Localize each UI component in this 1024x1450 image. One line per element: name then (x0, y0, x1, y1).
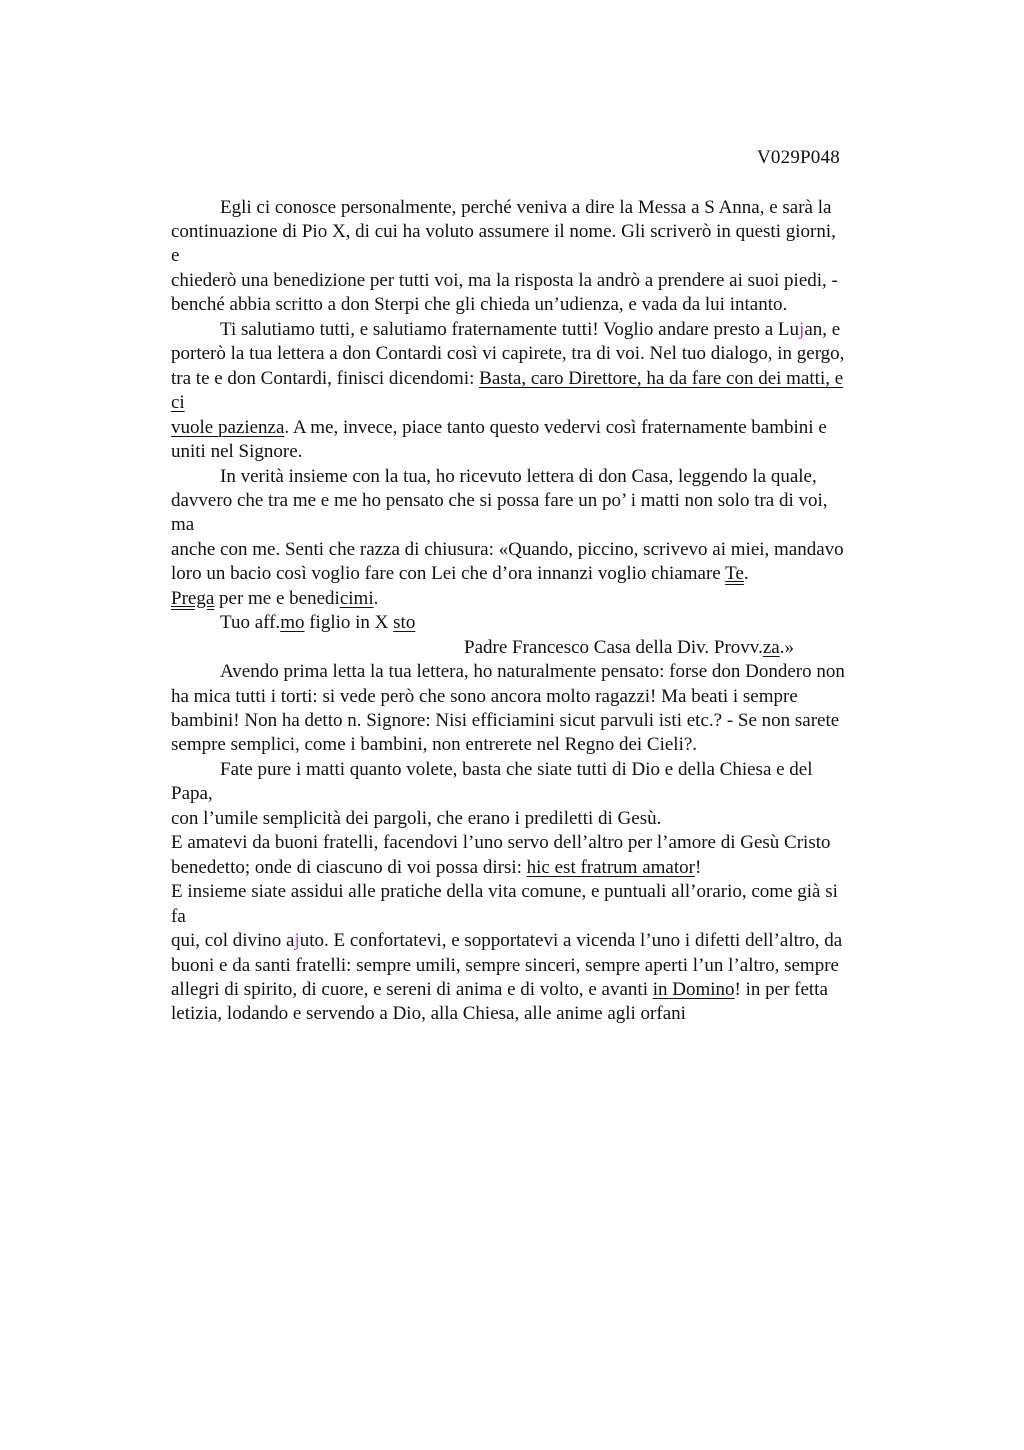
text-line: vuole pazienza. A me, invece, piace tanto questo vedervi così fraternamente bambini e (171, 417, 827, 438)
text-line: ma (171, 514, 195, 535)
text-line: Tuo aff.mo figlio in X sto (220, 612, 416, 633)
text-line: allegri di spirito, di cuore, e sereni di anima e di volto, e avanti in Domino! in per fetta (171, 979, 828, 1000)
text-line: qui, col divino ajuto. E confortatevi, e sopportatevi a vicenda l’uno i difetti dell’altro, da (171, 930, 843, 951)
double-underlined-text: Te (725, 563, 744, 584)
text-line: Fate pure i matti quanto volete, basta che siate tutti di Dio e della Chiesa e del (220, 759, 813, 780)
text-line: benché abbia scritto a don Sterpi che gli chieda un’udienza, e vada da lui intanto. (171, 294, 788, 315)
underlined-text: sto (393, 612, 416, 633)
text-line: loro un bacio così voglio fare con Lei che d’ora innanzi voglio chiamare Te. (171, 563, 749, 584)
text-line: buoni e da santi fratelli: sempre umili, sempre sinceri, sempre aperti l’un l’altro, sempre (171, 955, 839, 976)
text-line: e (171, 245, 180, 266)
text-line: davvero che tra me e me ho pensato che si possa fare un po’ i matti non solo tra di voi, (171, 490, 828, 511)
text-line: letizia, lodando e servendo a Dio, alla Chiesa, alle anime agli orfani (171, 1003, 686, 1024)
text-line: E amatevi da buoni fratelli, facendovi l’uno servo dell’altro per l’amore di Gesù Cristo (171, 832, 831, 853)
underlined-text: mo (280, 612, 305, 633)
text-line: uniti nel Signore. (171, 441, 303, 462)
text-line: tra te e don Contardi, finisci dicendomi: Basta, caro Direttore, ha da fare con dei matti, e (171, 368, 844, 389)
text-line: con l’umile semplicità dei pargoli, che erano i prediletti di Gesù. (171, 808, 662, 829)
page-identifier: V029P048 (757, 147, 840, 168)
text-line: continuazione di Pio X, di cui ha voluto assumere il nome. Gli scriverò in questi giorni, (171, 221, 836, 242)
text-line: fa (171, 906, 186, 927)
signature-line: Padre Francesco Casa della Div. Provv.za.» (464, 637, 794, 658)
underlined-text: hic est fratrum amator (526, 857, 695, 878)
text-line: In verità insieme con la tua, ho ricevuto lettera di don Casa, leggendo la quale, (220, 466, 817, 487)
underlined-text: za (762, 637, 780, 658)
text-line: benedetto; onde di ciascuno di voi possa dirsi: hic est fratrum amator! (171, 857, 702, 878)
text-line: Papa, (171, 783, 213, 804)
text-line: sempre semplici, come i bambini, non entrerete nel Regno dei Cieli?. (171, 734, 698, 755)
pink-correction: j (799, 319, 805, 340)
text-line: ci (171, 392, 185, 413)
text-line: porterò la tua lettera a don Contardi così vi capirete, tra di voi. Nel tuo dialogo, in gergo, (171, 343, 845, 364)
text-line: bambini! Non ha detto n. Signore: Nisi efficiamini sicut parvuli isti etc.? - Se non sarete (171, 710, 840, 731)
double-underlined-text: Prega (171, 588, 215, 609)
underlined-text: vuole pazienza (171, 417, 285, 438)
underlined-text: Basta, caro Direttore, ha da fare con dei matti, e (479, 368, 844, 389)
text-line: Avendo prima letta la tua lettera, ho naturalmente pensato: forse don Dondero non (220, 661, 845, 682)
underlined-text: cimi (339, 588, 374, 609)
text-line: Egli ci conosce personalmente, perché veniva a dire la Messa a S Anna, e sarà la (220, 197, 832, 218)
text-line: E insieme siate assidui alle pratiche della vita comune, e puntuali all’orario, come già si (171, 881, 838, 902)
text-line: anche con me. Senti che razza di chiusura: «Quando, piccino, scrivevo ai miei, mandavo (171, 539, 844, 560)
text-line: ha mica tutti i torti: si vede però che sono ancora molto ragazzi! Ma beati i sempre (171, 686, 798, 707)
pink-correction: j (294, 930, 300, 951)
text-line: Prega per me e benedicimi. (171, 588, 379, 609)
underlined-text: in Domino (652, 979, 735, 1000)
text-line: Ti salutiamo tutti, e salutiamo fraternamente tutti! Voglio andare presto a Lujan, e (220, 319, 841, 340)
text-line: chiederò una benedizione per tutti voi, ma la risposta la andrò a prendere ai suoi piedi, - (171, 270, 838, 291)
